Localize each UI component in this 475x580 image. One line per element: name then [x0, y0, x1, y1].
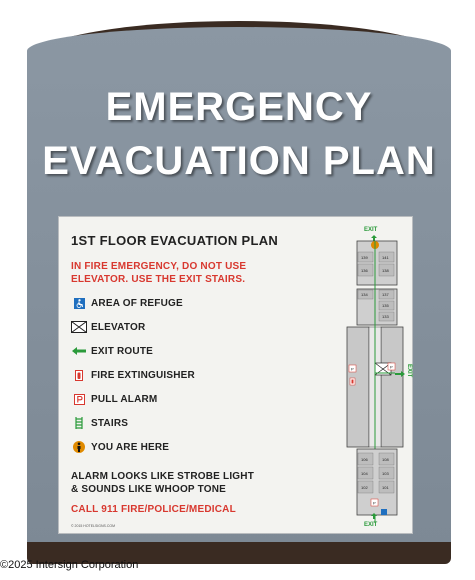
- stairs-icon: [71, 416, 87, 430]
- room-label: 136: [361, 268, 368, 273]
- arrow-left-icon: [71, 344, 87, 358]
- panel-title: 1ST FLOOR EVACUATION PLAN: [71, 233, 279, 248]
- legend-item-stairs: [71, 415, 128, 431]
- room-label: 133: [382, 314, 389, 319]
- room-label: 102: [361, 485, 368, 490]
- legend-item-you-are-here: [71, 439, 169, 455]
- evacuation-panel: [58, 216, 413, 534]
- alarm-note-line2: & SOUNDS LIKE WHOOP TONE: [71, 484, 227, 495]
- room-label: 108: [382, 457, 389, 462]
- exit-label-top: EXIT: [364, 227, 378, 233]
- legend-label: STAIRS: [91, 417, 129, 429]
- legend-label: YOU ARE HERE: [91, 441, 170, 453]
- legend-item-area-of-refuge: [71, 295, 183, 311]
- legend-item-fire-extinguisher: [71, 367, 195, 383]
- legend-label: PULL ALARM: [91, 393, 158, 405]
- legend-item-elevator: [71, 319, 145, 335]
- legend-label: ELEVATOR: [91, 321, 146, 333]
- legend-label: EXIT ROUTE: [91, 345, 154, 357]
- fire-warning-line1: IN FIRE EMERGENCY, DO NOT USE: [71, 261, 247, 272]
- room-label: 101: [382, 485, 389, 490]
- sign-title-line1: EMERGENCY: [105, 85, 373, 129]
- you-are-here-icon: [71, 440, 87, 454]
- exit-label-bottom: EXIT: [364, 522, 378, 528]
- elevator-icon: [71, 320, 87, 334]
- wheelchair-icon: [381, 509, 387, 515]
- room-label: 106: [361, 457, 368, 462]
- emergency-call: CALL 911 FIRE/POLICE/MEDICAL: [71, 504, 236, 515]
- floor-plan-map: [337, 223, 412, 529]
- fire-warning: [71, 260, 291, 286]
- pull-alarm-icon: P: [351, 366, 354, 372]
- panel-copyright: © 2015 HOTELSIGNS.COM: [71, 524, 116, 528]
- room-label: 137: [382, 292, 389, 297]
- pull-alarm-icon: [71, 392, 87, 406]
- alarm-note-line1: ALARM LOOKS LIKE STROBE LIGHT: [71, 471, 255, 482]
- room-label: 139: [361, 255, 368, 260]
- sign-title-line2: EVACUATION PLAN: [42, 139, 436, 183]
- room-label: 103: [382, 471, 389, 476]
- alarm-note: [71, 470, 254, 496]
- room-label: 104: [361, 471, 368, 476]
- pull-alarm-icon: P: [373, 500, 376, 506]
- pull-alarm-icon: P: [390, 364, 393, 370]
- room-label: 141: [382, 255, 389, 260]
- fire-warning-line2: ELEVATOR. USE THE EXIT STAIRS.: [71, 274, 246, 285]
- room-label: 135: [382, 303, 389, 308]
- wheelchair-icon: [71, 296, 87, 310]
- room-label: 138: [382, 268, 389, 273]
- legend-label: AREA OF REFUGE: [91, 297, 183, 309]
- footer-copyright: ©2025 Intersign Corporation: [0, 559, 139, 571]
- exit-label-right: EXIT: [406, 364, 412, 378]
- fire-extinguisher-icon: [71, 368, 87, 382]
- legend-item-pull-alarm: [71, 391, 157, 407]
- legend-item-exit-route: [71, 343, 153, 359]
- legend-label: FIRE EXTINGUISHER: [91, 369, 195, 381]
- room-label: 134: [361, 292, 368, 297]
